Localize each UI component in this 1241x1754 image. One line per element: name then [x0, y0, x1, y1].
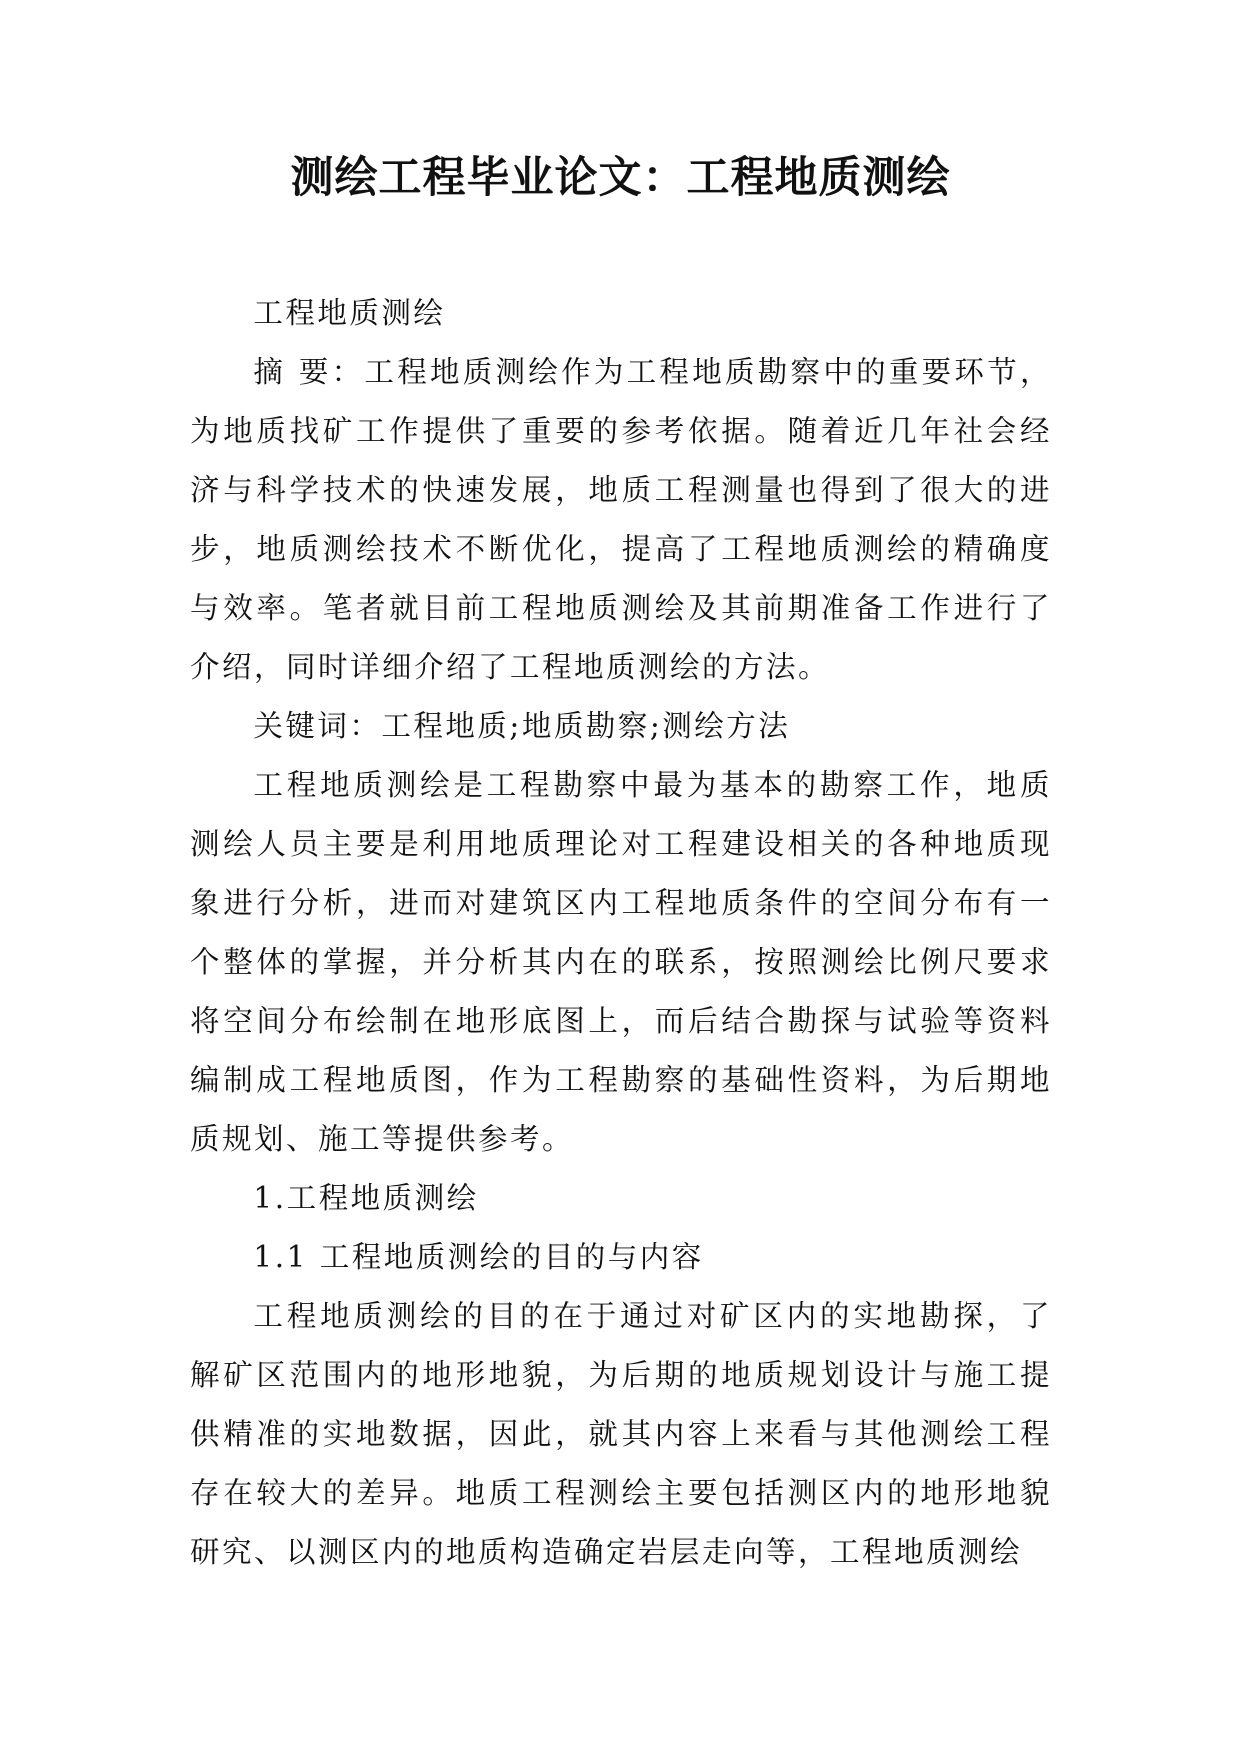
document-title: 测绘工程毕业论文：工程地质测绘 — [290, 153, 951, 203]
subsection-heading: 1.1 工程地质测绘的目的与内容 — [253, 1240, 704, 1274]
document-body — [190, 284, 1052, 1582]
paragraph-heading: 工程地质测绘 — [253, 296, 446, 330]
paragraph-keywords: 关键词：工程地质;地质勘察;测绘方法 — [253, 709, 791, 743]
paragraph-intro: 工程地质测绘是工程勘察中最为基本的勘察工作，地质测绘人员主要是利用地质理论对工程建设相关的各种地质现象进行分析，进而对建筑区内工程地质条件的空间分布有一个整体的掌握，并分析其内在的联系，按照测绘比例尺要求将空间分布绘制在地形底图上，而后结合勘探与试验等资料编制成工程地质图，作为工程勘察的基础性资料，为后期地质规划、施工等提供参考。 — [190, 768, 1052, 1156]
paragraph-abstract: 摘 要：工程地质测绘作为工程地质勘察中的重要环节，为地质找矿工作提供了重要的参考依据。随着近几年社会经济与科学技术的快速发展，地质工程测量也得到了很大的进步，地质测绘技术不断优化，提高了工程地质测绘的精确度与效率。笔者就目前工程地质测绘及其前期准备工作进行了介绍，同时详细介绍了工程地质测绘的方法。 — [190, 355, 1052, 684]
paragraph-body: 工程地质测绘的目的在于通过对矿区内的实地勘探，了解矿区范围内的地形地貌，为后期的地质规划设计与施工提供精准的实地数据，因此，就其内容上来看与其他测绘工程存在较大的差异。地质工程测绘主要包括测区内的地形地貌研究、以测区内的地质构造确定岩层走向等，工程地质测绘 — [190, 1299, 1052, 1569]
section-heading: 1.工程地质测绘 — [253, 1181, 479, 1215]
